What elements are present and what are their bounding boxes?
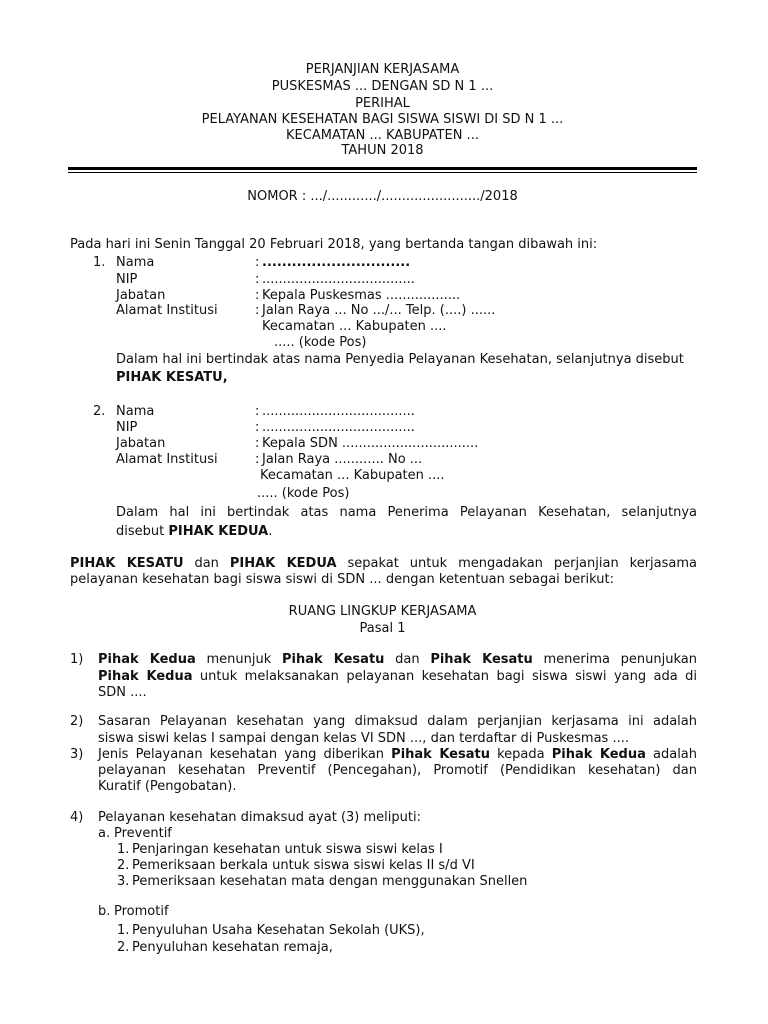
field-colon: : — [255, 436, 260, 451]
field-value: Jalan Raya ............ No ... — [262, 452, 423, 467]
field-value: Kepala SDN ................................. — [262, 436, 479, 451]
item-line: pelayanan kesehatan Preventif (Pencegahan), Promotif (Pendidikan kesehatan) dan — [98, 763, 697, 778]
field-label: Nama — [116, 255, 155, 270]
field-value: ..................................... — [262, 420, 415, 435]
party-statement: Dalam hal ini bertindak atas nama Penyedia Pelayanan Kesehatan, selanjutnya disebut — [116, 352, 684, 367]
party-name: PIHAK KESATU — [70, 556, 184, 571]
header-perihal: PERIHAL — [355, 96, 410, 111]
field-label: Nama — [116, 404, 155, 419]
agreement-line: pelayanan kesehatan bagi siswa siswi di SDN ... dengan ketentuan sebagai berikut: — [70, 572, 614, 587]
address-line: ..... (kode Pos) — [257, 486, 350, 501]
item-line — [98, 652, 697, 668]
text-segment: sepakat untuk mengadakan perjanjian kerjasama — [336, 556, 697, 571]
section-title: RUANG LINGKUP KERJASAMA — [288, 604, 477, 619]
item-number: 4) — [70, 810, 84, 825]
text-segment: kepada — [489, 747, 552, 762]
point-text: Penyuluhan kesehatan remaja, — [132, 940, 333, 955]
field-value: Jalan Raya ... No .../... Telp. (....) ...... — [262, 303, 496, 318]
item-number: 3) — [70, 747, 84, 762]
text-segment: dan — [183, 556, 230, 571]
field-label: Jabatan — [116, 436, 166, 451]
point-number: 2. — [117, 858, 130, 873]
field-colon: : — [255, 288, 260, 303]
party-name: PIHAK KEDUA — [229, 556, 337, 571]
header-subject: PELAYANAN KESEHATAN BAGI SISWA SISWI DI SD N 1 ... — [201, 112, 564, 127]
text-segment: Jenis Pelayanan kesehatan yang diberikan — [98, 747, 392, 762]
subsection-title: Preventif — [114, 826, 172, 841]
item-line: SDN .... — [98, 685, 147, 700]
party-name: Pihak Kesatu — [430, 652, 533, 667]
item-number: 2) — [70, 714, 84, 729]
item-number: 1) — [70, 652, 84, 667]
party-statement: Dalam hal ini bertindak atas nama Penerima Pelayanan Kesehatan, selanjutnya — [116, 505, 697, 520]
point-number: 1. — [117, 842, 130, 857]
text-segment: disebut — [116, 524, 169, 539]
text-segment: . — [268, 524, 273, 539]
party-name: Pihak Kesatu — [282, 652, 385, 667]
party-name: Pihak Kedua — [98, 652, 196, 667]
point-number: 3. — [117, 874, 130, 889]
point-text: Pemeriksaan kesehatan mata dengan menggunakan Snellen — [132, 874, 528, 889]
header-divider-thick — [68, 167, 697, 170]
party-role: PIHAK KEDUA — [168, 524, 269, 539]
header-location: KECAMATAN ... KABUPATEN ... — [286, 128, 479, 143]
item-line — [98, 747, 697, 763]
agreement-line — [70, 556, 697, 572]
subsection-letter: b. — [98, 904, 111, 919]
party-statement-end — [116, 524, 272, 540]
address-line: ..... (kode Pos) — [274, 335, 367, 350]
party-number: 1. — [93, 255, 106, 270]
field-colon: : — [255, 404, 260, 419]
field-colon: : — [255, 452, 260, 467]
header-year: TAHUN 2018 — [341, 143, 424, 158]
point-text: Penjaringan kesehatan untuk siswa siswi kelas I — [132, 842, 443, 857]
item-line — [98, 669, 697, 685]
text-segment: untuk melaksanakan pelayanan kesehatan bagi siswa siswi yang ada di — [192, 669, 697, 684]
party-number: 2. — [93, 404, 106, 419]
party-name: Pihak Kesatu — [391, 747, 490, 762]
item-line: Kuratif (Pengobatan). — [98, 779, 237, 794]
field-value: Kepala Puskesmas .................. — [262, 288, 461, 303]
field-label: Alamat Institusi — [116, 452, 218, 467]
item-line: siswa siswi kelas I sampai dengan kelas VI SDN ..., dan terdaftar di Puskesmas .... — [98, 731, 629, 746]
field-label: Alamat Institusi — [116, 303, 218, 318]
header-title: PERJANJIAN KERJASAMA — [305, 62, 460, 77]
point-text: Pemeriksaan berkala untuk siswa siswi kelas II s/d VI — [132, 858, 475, 873]
item-line: Sasaran Pelayanan kesehatan yang dimaksud dalam perjanjian kerjasama ini adalah — [98, 714, 697, 729]
point-number: 2. — [117, 940, 130, 955]
party-name: Pihak Kedua — [551, 747, 646, 762]
field-value: ..................................... — [262, 404, 415, 419]
party-name: Pihak Kedua — [98, 669, 193, 684]
address-line: Kecamatan ... Kabupaten .... — [262, 319, 447, 334]
subsection-title: Promotif — [114, 904, 169, 919]
field-colon: : — [255, 420, 260, 435]
opening-sentence: Pada hari ini Senin Tanggal 20 Februari 2018, yang bertanda tangan dibawah ini: — [70, 237, 598, 252]
field-colon: : — [255, 255, 260, 270]
field-colon: : — [255, 272, 260, 287]
text-segment: menunjuk — [195, 652, 282, 667]
field-label: NIP — [116, 272, 138, 287]
item-line: Pelayanan kesehatan dimaksud ayat (3) meliputi: — [98, 810, 421, 825]
field-value: ..................................... — [262, 272, 415, 287]
header-subtitle: PUSKESMAS ... DENGAN SD N 1 ... — [271, 79, 494, 94]
article-title: Pasal 1 — [359, 621, 406, 636]
point-number: 1. — [117, 923, 130, 938]
field-label: Jabatan — [116, 288, 166, 303]
header-divider-thin — [68, 172, 697, 173]
field-colon: : — [255, 303, 260, 318]
text-segment: adalah — [645, 747, 698, 762]
point-text: Penyuluhan Usaha Kesehatan Sekolah (UKS), — [132, 923, 425, 938]
field-label: NIP — [116, 420, 138, 435]
field-value: .............................. — [262, 255, 411, 270]
address-line: Kecamatan ... Kabupaten .... — [260, 468, 445, 483]
party-role: PIHAK KESATU, — [116, 370, 228, 385]
text-segment: menerima penunjukan — [532, 652, 698, 667]
document-number: NOMOR : .../............/......................../2018 — [247, 189, 518, 204]
text-segment: dan — [384, 652, 431, 667]
subsection-letter: a. — [98, 826, 111, 841]
